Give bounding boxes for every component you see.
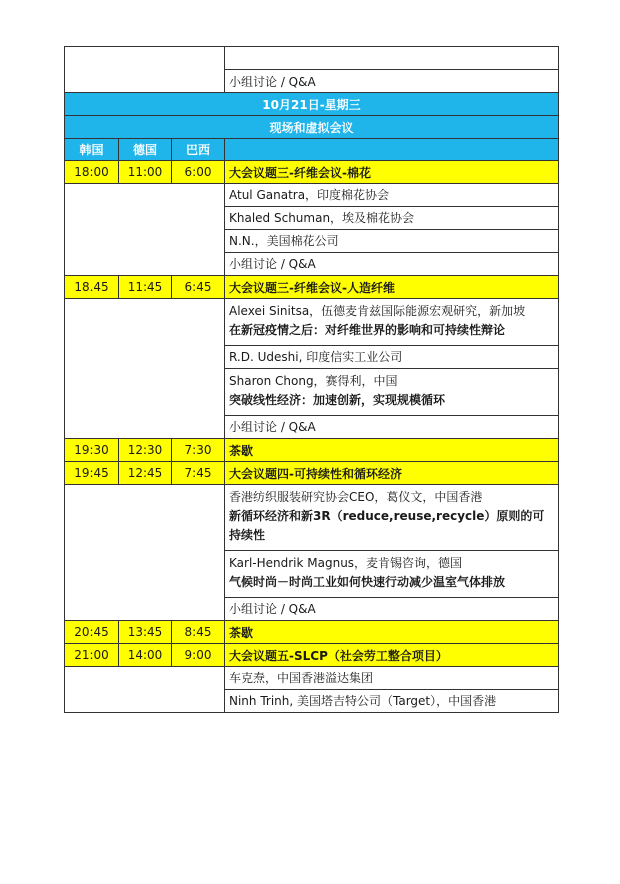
time-brazil: 6:00 <box>172 161 225 184</box>
date-banner: 10月21日-星期三 <box>65 93 559 116</box>
speaker-text: R.D. Udeshi, 印度信实工业公司 <box>229 349 403 364</box>
time-germany: 12:30 <box>119 439 172 462</box>
speaker-cell <box>225 207 559 230</box>
speaker-cell <box>225 551 559 598</box>
time-germany: 11:45 <box>119 276 172 299</box>
venue-banner-row <box>65 116 559 139</box>
speaker-cell <box>225 485 559 551</box>
speaker-text: 香港纺织服装研究协会CEO，葛仪文，中国香港 <box>229 490 483 504</box>
time-germany: 14:00 <box>119 644 172 667</box>
column-header-korea: 韩国 <box>65 139 119 161</box>
session-title: 大会议题五-SLCP（社会劳工整合项目） <box>225 644 559 667</box>
time-germany: 12:45 <box>119 462 172 485</box>
speaker-row <box>65 184 559 207</box>
schedule-body <box>65 47 559 713</box>
speaker-text: Atul Ganatra，印度棉花协会 <box>229 187 390 202</box>
time-korea: 18:00 <box>65 161 119 184</box>
speaker-cell <box>225 416 559 439</box>
speaker-text: 小组讨论 / Q&A <box>229 256 316 271</box>
speaker-cell <box>225 690 559 713</box>
session-row <box>65 161 559 184</box>
time-korea: 20:45 <box>65 621 119 644</box>
speaker-row <box>65 667 559 690</box>
session-title: 大会议题三-纤维会议-人造纤维 <box>225 276 559 299</box>
time-brazil: 7:30 <box>172 439 225 462</box>
time-germany: 11:00 <box>119 161 172 184</box>
empty-cell <box>65 47 225 93</box>
talk-title: 气候时尚－时尚工业如何快速行动减少温室气体排放 <box>229 575 506 589</box>
top-row-1 <box>65 47 559 70</box>
venue-banner: 现场和虚拟会议 <box>65 116 559 139</box>
empty-cell <box>65 485 225 621</box>
session-row <box>65 644 559 667</box>
speaker-cell <box>225 253 559 276</box>
time-korea: 21:00 <box>65 644 119 667</box>
session-title: 大会议题四-可持续性和循环经济 <box>225 462 559 485</box>
column-header-germany: 德国 <box>119 139 172 161</box>
session-row <box>65 439 559 462</box>
column-header-row <box>65 139 559 161</box>
session-row <box>65 462 559 485</box>
speaker-cell <box>225 184 559 207</box>
speaker-text: 小组讨论 / Q&A <box>229 601 316 616</box>
column-header-brazil: 巴西 <box>172 139 225 161</box>
time-brazil: 6:45 <box>172 276 225 299</box>
top-row-cell <box>225 47 559 70</box>
speaker-text: Khaled Schuman，埃及棉花协会 <box>229 210 415 225</box>
time-korea: 19:30 <box>65 439 119 462</box>
speaker-cell <box>225 369 559 416</box>
session-title: 茶歇 <box>225 621 559 644</box>
date-banner-row <box>65 93 559 116</box>
speaker-text: 车克焘，中国香港溢达集团 <box>229 670 374 685</box>
time-brazil: 9:00 <box>172 644 225 667</box>
empty-cell <box>65 184 225 276</box>
column-header-blank <box>225 139 559 161</box>
talk-title: 突破线性经济：加速创新，实现规模循环 <box>229 393 446 407</box>
empty-cell <box>65 667 225 713</box>
speaker-text: Sharon Chong，赛得利，中国 <box>229 374 398 388</box>
time-korea: 18.45 <box>65 276 119 299</box>
talk-title: 在新冠疫情之后：对纤维世界的影响和可持续性辩论 <box>229 323 506 337</box>
speaker-cell <box>225 346 559 369</box>
session-row <box>65 276 559 299</box>
top-row-cell: 小组讨论 / Q&A <box>225 70 559 93</box>
empty-cell <box>65 299 225 439</box>
speaker-cell <box>225 299 559 346</box>
time-brazil: 7:45 <box>172 462 225 485</box>
speaker-text: Karl-Hendrik Magnus，麦肯锡咨询，德国 <box>229 556 463 570</box>
session-title: 茶歇 <box>225 439 559 462</box>
speaker-cell <box>225 230 559 253</box>
time-germany: 13:45 <box>119 621 172 644</box>
speaker-text: 小组讨论 / Q&A <box>229 419 316 434</box>
speaker-text: Alexei Sinitsa，伍德麦肯兹国际能源宏观研究，新加坡 <box>229 304 526 318</box>
session-row <box>65 621 559 644</box>
session-title: 大会议题三-纤维会议-棉花 <box>225 161 559 184</box>
speaker-cell <box>225 667 559 690</box>
time-brazil: 8:45 <box>172 621 225 644</box>
speaker-cell <box>225 598 559 621</box>
speaker-text: N.N.，美国棉花公司 <box>229 233 339 248</box>
speaker-text: Ninh Trinh, 美国塔吉特公司（Target），中国香港 <box>229 693 497 708</box>
speaker-row <box>65 299 559 346</box>
time-korea: 19:45 <box>65 462 119 485</box>
speaker-row <box>65 485 559 551</box>
talk-title: 新循环经济和新3R（reduce,reuse,recycle）原则的可持续性 <box>229 509 545 542</box>
schedule-table <box>64 46 559 713</box>
